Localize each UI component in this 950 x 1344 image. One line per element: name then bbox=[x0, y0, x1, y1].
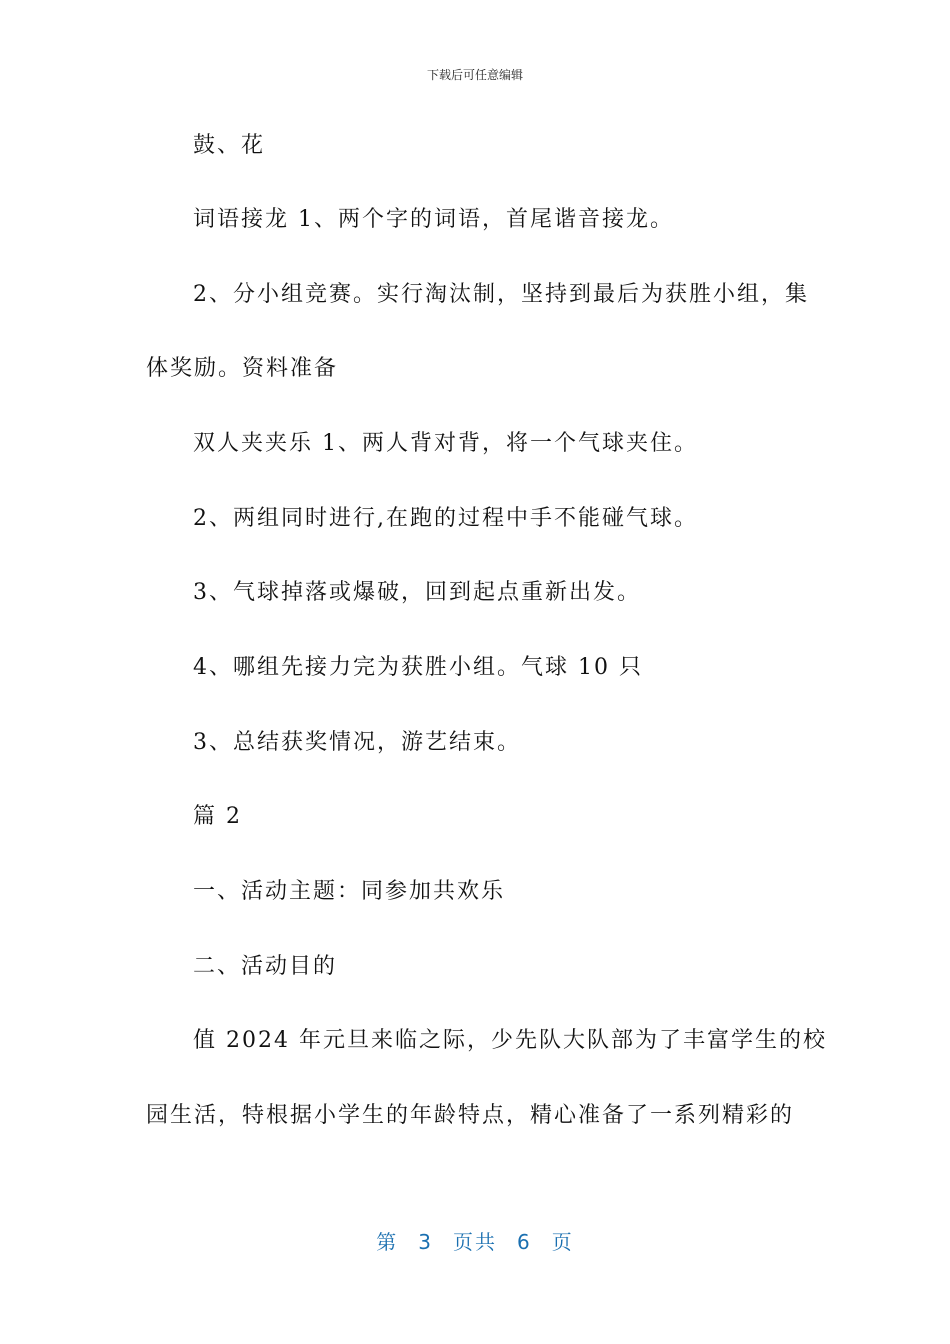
paragraph-line: 2、分小组竞赛。实行淘汰制，坚持到最后为获胜小组，集 bbox=[193, 282, 809, 307]
section-heading: 二、活动目的 bbox=[193, 954, 338, 979]
paragraph-line: 值 2024 年元旦来临之际，少先队大队部为了丰富学生的校 bbox=[193, 1028, 827, 1053]
page-header-note: 下载后可任意编辑 bbox=[426, 68, 523, 82]
footer-middle: 页共 bbox=[453, 1230, 497, 1254]
paragraph-line: 4、哪组先接力完为获胜小组。气球 10 只 bbox=[193, 655, 643, 680]
paragraph-line: 双人夹夹乐 1、两人背对背，将一个气球夹住。 bbox=[193, 431, 698, 456]
footer-suffix: 页 bbox=[551, 1230, 574, 1254]
paragraph-line: 3、气球掉落或爆破，回到起点重新出发。 bbox=[193, 580, 641, 605]
page-footer bbox=[0, 1226, 950, 1255]
footer-page-number: 3 bbox=[418, 1230, 433, 1254]
paragraph-line: 体奖励。资料准备 bbox=[146, 356, 339, 381]
paragraph-line: 园生活，特根据小学生的年龄特点，精心准备了一系列精彩的 bbox=[146, 1103, 795, 1128]
paragraph-line: 3、总结获奖情况，游艺结束。 bbox=[193, 730, 521, 755]
footer-prefix: 第 bbox=[376, 1230, 399, 1254]
section-heading: 篇 2 bbox=[193, 804, 242, 829]
paragraph-line: 词语接龙 1、两个字的词语，首尾谐音接龙。 bbox=[193, 207, 674, 232]
footer-total-pages: 6 bbox=[517, 1230, 532, 1254]
paragraph-line: 鼓、花 bbox=[193, 133, 266, 158]
paragraph-line: 2、两组同时进行,在跑的过程中手不能碰气球。 bbox=[193, 506, 698, 531]
section-heading: 一、活动主题：同参加共欢乐 bbox=[193, 879, 506, 904]
